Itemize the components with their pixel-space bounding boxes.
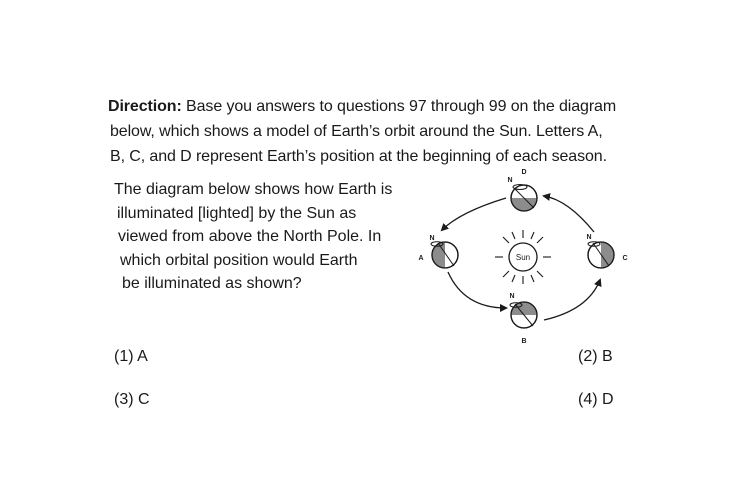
position-c-label: C — [622, 255, 628, 262]
question-text — [114, 178, 414, 296]
north-pole-label-a: N — [429, 235, 435, 242]
directions-label: Direction: — [108, 98, 182, 115]
earth-position-c — [586, 234, 627, 268]
answer-choice-3[interactable]: (3) C — [114, 391, 150, 408]
orbit-diagram — [410, 160, 650, 350]
directions-line-2: below, which shows a model of Earth’s orbit around the Sun. Letters A, — [110, 123, 603, 140]
directions-line-3: B, C, and D represent Earth’s position at the beginning of each season. — [110, 148, 607, 165]
earth-position-a — [418, 235, 458, 268]
orbit-diagram-svg — [410, 160, 650, 350]
north-pole-label-b: N — [509, 293, 515, 300]
answer-choice-2[interactable]: (2) B — [578, 348, 613, 365]
question-line-5: be illuminated as shown? — [122, 275, 302, 292]
question-line-3: viewed from above the North Pole. In — [118, 228, 382, 245]
sun-label: Sun — [515, 253, 531, 262]
directions-line-1-text: Base you answers to questions 97 through 99 on the diagram — [186, 98, 617, 115]
question-line-4: which orbital position would Earth — [120, 251, 358, 269]
question-line-1: The diagram below shows how Earth is — [114, 181, 393, 198]
orbit-arc-c-to-d — [544, 196, 594, 232]
orbit-arc-a-to-b — [448, 272, 506, 308]
earth-position-b — [509, 293, 537, 345]
north-pole-label-c: N — [586, 234, 592, 241]
directions-text — [108, 94, 668, 169]
directions-line-1 — [108, 94, 668, 119]
north-pole-label-d: N — [507, 177, 513, 184]
orbit-arc-d-to-a — [442, 198, 506, 230]
earth-position-d — [511, 169, 537, 211]
answer-choice-4[interactable]: (4) D — [578, 391, 614, 408]
orbit-arc-b-to-c — [544, 280, 600, 320]
question-line-2: illuminated [lighted] by the Sun as — [117, 204, 357, 222]
position-a-label: A — [418, 255, 424, 262]
answer-choice-1[interactable]: (1) A — [114, 348, 148, 365]
position-b-label: B — [521, 338, 527, 345]
sun — [495, 230, 551, 284]
position-d-label: D — [521, 169, 527, 176]
